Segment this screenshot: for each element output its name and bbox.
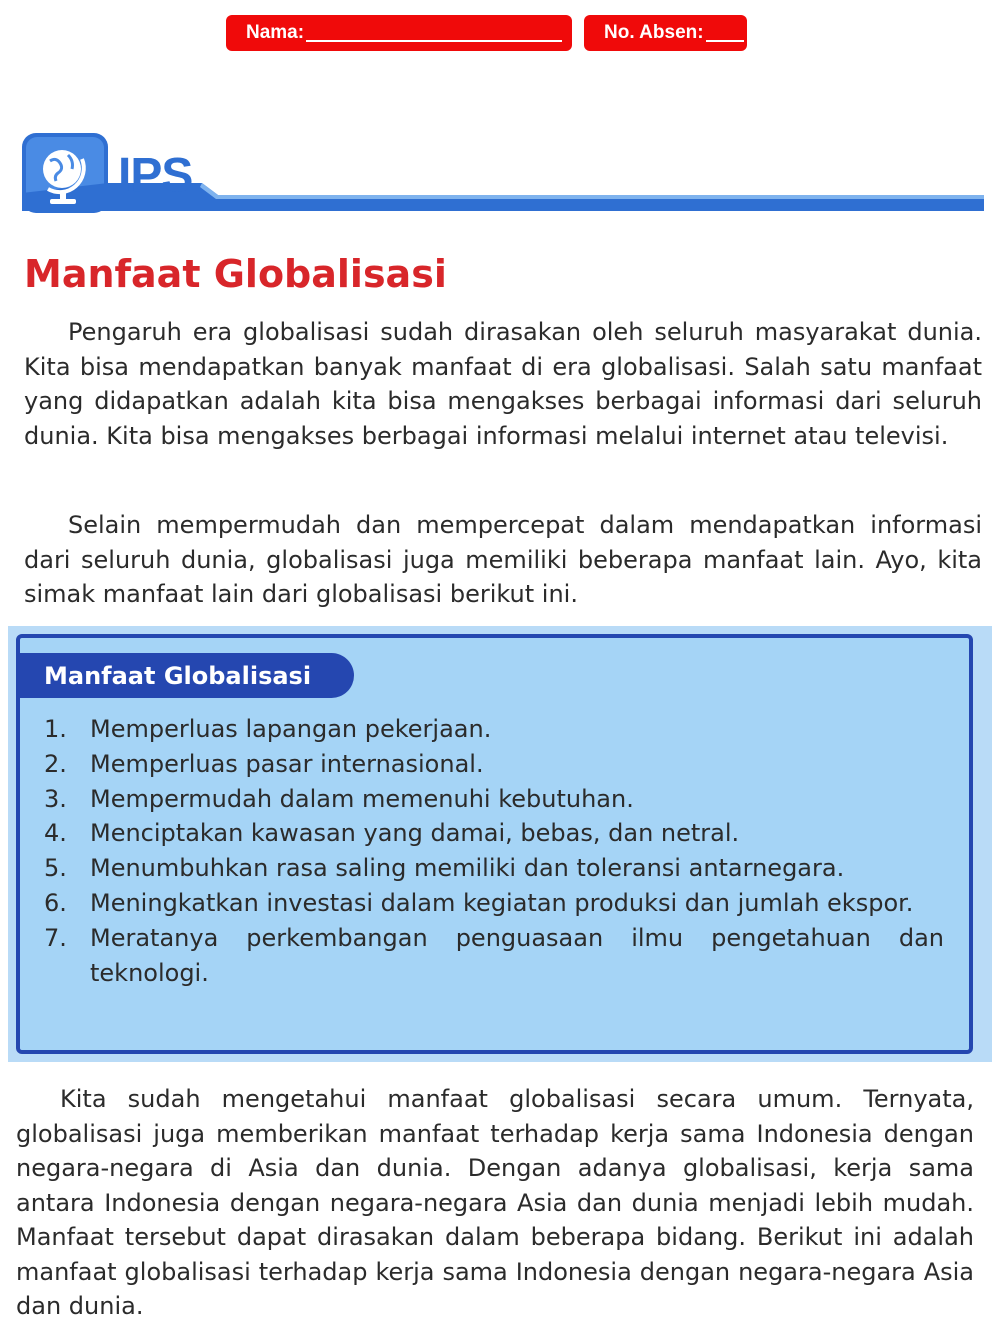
intro-paragraph-1: Pengaruh era globalisasi sudah dirasakan oleh seluruh masyarakat dunia. Kita bisa mendapatkan banyak manfaat di era globalisasi. Salah satu manfaat yang didapatkan adalah kita bisa mengakses berbagai informasi dari seluruh dunia. Kita bisa mengakses berbagai informasi melalui internet atau televisi. [24, 318, 982, 450]
attendance-number-label: No. Absen: [604, 22, 704, 43]
list-item-number: 6. [44, 888, 67, 917]
list-item-number: 7. [44, 923, 67, 952]
list-item [44, 851, 944, 886]
list-item-text: Memperluas lapangan pekerjaan. [90, 715, 492, 743]
list-item-text: Meratanya perkembangan penguasaan ilmu pengetahuan dan teknologi. [90, 923, 944, 987]
globe-icon [36, 145, 92, 207]
name-label: Nama: [246, 22, 305, 43]
attendance-number-field[interactable] [584, 15, 747, 51]
page-title: Manfaat Globalisasi [24, 252, 447, 296]
list-item-text: Memperluas pasar internasional. [90, 749, 484, 778]
list-item-number: 1. [44, 715, 67, 743]
list-item-number: 4. [44, 819, 67, 848]
closing-paragraph: Kita sudah mengetahui manfaat globalisasi secara umum. Ternyata, globalisasi juga memberikan manfaat terhadap kerja sama Indonesia dengan negara-negara di Asia dan dunia. Dengan adanya globalisasi, kerja sama antara Indonesia dengan negara-negara Asia dan dunia menjadi lebih mudah. Manfaat tersebut dapat dirasakan dalam beberapa bidang. Berikut ini adalah manfaat globalisasi terhadap kerja sama Indonesia dengan negara-negara Asia dan dunia. [16, 1085, 974, 1320]
list-item-text: Menumbuhkan rasa saling memiliki dan toleransi antarnegara. [90, 854, 845, 883]
list-item-number: 5. [44, 854, 67, 883]
list-item [44, 712, 944, 747]
list-item [44, 747, 944, 782]
list-item [44, 921, 944, 991]
list-item [44, 816, 944, 851]
name-blank-line[interactable] [306, 24, 562, 42]
list-item [44, 782, 944, 817]
intro-paragraph-2: Selain mempermudah dan mempercepat dalam mendapatkan informasi dari seluruh dunia, globalisasi juga memiliki beberapa manfaat lain. Ayo, kita simak manfaat lain dari globalisasi berikut ini. [24, 511, 982, 608]
list-item-number: 2. [44, 749, 67, 778]
benefits-box-title-text: Manfaat Globalisasi [44, 661, 312, 690]
list-item-text: Meningkatkan investasi dalam kegiatan produksi dan jumlah ekspor. [90, 888, 914, 917]
benefits-list [44, 712, 944, 990]
name-field[interactable] [226, 15, 572, 51]
attendance-blank-line[interactable] [706, 24, 744, 42]
list-item [44, 886, 944, 921]
list-item-text: Menciptakan kawasan yang damai, bebas, dan netral. [90, 819, 740, 848]
list-item-text: Mempermudah dalam memenuhi kebutuhan. [90, 784, 634, 813]
benefits-box-title [20, 653, 354, 698]
list-item-number: 3. [44, 784, 67, 813]
subject-label: IPS [118, 149, 193, 202]
